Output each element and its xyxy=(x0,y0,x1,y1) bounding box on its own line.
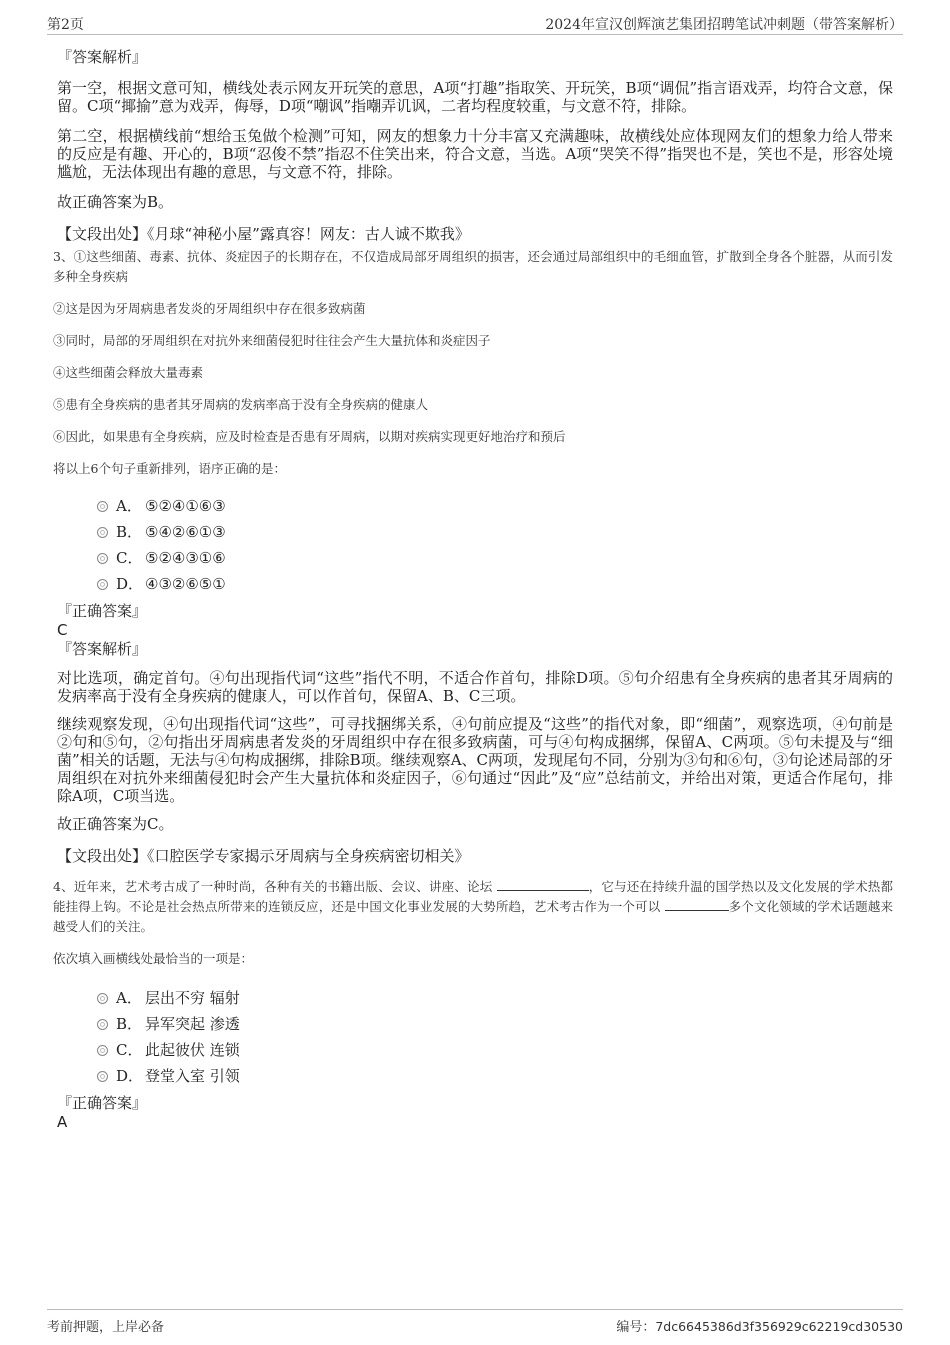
option-b[interactable]: B． ⑤④②⑥①③ xyxy=(57,519,893,545)
conclusion: 故正确答案为C。 xyxy=(57,815,174,833)
conclusion: 故正确答案为B。 xyxy=(57,193,174,211)
radio-button[interactable] xyxy=(97,579,108,590)
question-stem: 4、近年来，艺术考古成了一种时尚，各种有关的书籍出版、会议、讲座、论坛 ，它与还在持续升温的国学热以及文化发展的学术热都能挂得上钩。不论是社会热点所带来的连锁反应，还是中国文化事业发展的大势所趋，艺术考古作为一个可以 多个文化领域的学术话题越来越受人们的关注。 xyxy=(53,879,893,934)
correct-answer-label: 『正确答案』 xyxy=(57,602,148,620)
answer-analysis-label: 『答案解析』 xyxy=(57,48,148,66)
analysis-paragraph: 对比选项，确定首句。④句出现指代词“这些”指代不明，不适合作首句，排除D项。⑤句介绍患有全身疾病的患者其牙周病的发病率高于没有全身疾病的健康人，可以作首句，保留A、B、C三项。 xyxy=(57,669,893,705)
option-a[interactable]: A． 层出不穷 辐射 xyxy=(57,985,893,1011)
passage-source: 【文段出处】《月球“神秘小屋”露真容！网友：古人诚不欺我》 xyxy=(57,225,470,243)
question-stem-line: ⑥因此，如果患有全身疾病，应及时检查是否患有牙周病，以期对疾病实现更好地治疗和预后 xyxy=(53,429,566,444)
fill-blank xyxy=(665,898,729,911)
question-stem-line: ⑤患有全身疾病的患者其牙周病的发病率高于没有全身疾病的健康人 xyxy=(53,397,429,412)
document-title: 2024年宣汉创辉演艺集团招聘笔试冲刺题（带答案解析） xyxy=(545,17,903,33)
option-c[interactable]: C． ⑤②④③①⑥ xyxy=(57,545,893,571)
option-d[interactable]: D． ④③②⑥⑤① xyxy=(57,571,893,597)
analysis-paragraph: 第二空，根据横线前“想给玉兔做个检测”可知，网友的想象力十分丰富又充满趣味，故横线处应体现网友们的想象力给人带来的反应是有趣、开心的，B项“忍俊不禁”指忍不住笑出来，符合文意，当选。A项“哭笑不得”指哭也不是，笑也不是，形容处境尴尬，无法体现出有趣的意思，与文意不符，排除。 xyxy=(57,127,893,181)
radio-button[interactable] xyxy=(97,553,108,564)
page-number: 第2页 xyxy=(47,17,84,33)
question-stem-line: ③同时，局部的牙周组织在对抗外来细菌侵犯时往往会产生大量抗体和炎症因子 xyxy=(53,333,491,348)
answer-analysis-label: 『答案解析』 xyxy=(57,640,148,658)
radio-button[interactable] xyxy=(97,1045,108,1056)
question-stem-line: ④这些细菌会释放大量毒素 xyxy=(53,365,204,380)
question-prompt: 将以上6个句子重新排列，语序正确的是： xyxy=(53,461,286,476)
correct-answer: A xyxy=(57,1113,68,1131)
option-a[interactable]: A． ⑤②④①⑥③ xyxy=(57,493,893,519)
radio-button[interactable] xyxy=(97,501,108,512)
radio-button[interactable] xyxy=(97,527,108,538)
radio-button[interactable] xyxy=(97,993,108,1004)
footer-slogan: 考前押题，上岸必备 xyxy=(47,1320,165,1335)
document-code: 编号：7dc6645386d3f356929c62219cd30530 xyxy=(616,1319,903,1335)
correct-answer-label: 『正确答案』 xyxy=(57,1094,148,1112)
option-d[interactable]: D． 登堂入室 引领 xyxy=(57,1063,893,1089)
option-c[interactable]: C． 此起彼伏 连锁 xyxy=(57,1037,893,1063)
correct-answer: C xyxy=(57,621,68,639)
radio-button[interactable] xyxy=(97,1019,108,1030)
question-stem-line: 3、①这些细菌、毒素、抗体、炎症因子的长期存在，不仅造成局部牙周组织的损害，还会通过局部组织中的毛细血管，扩散到全身各个脏器，从而引发多种全身疾病 xyxy=(53,249,893,284)
analysis-paragraph: 继续观察发现，④句出现指代词“这些”，可寻找捆绑关系，④句前应提及“这些”的指代对象，即“细菌”，观察选项，④句前是②句和⑤句，②句指出牙周病患者发炎的牙周组织中存在很多致病菌，可与④句构成捆绑，保留A、C两项。⑤句未提及与“细菌”相关的话题，无法与④句构成捆绑，排除B项。继续观察A、C两项，发现尾句不同，分别为③句和⑥句，③句论述局部的牙周组织在对抗外来细菌侵犯时会产生大量抗体和炎症因子，⑥句通过“因此”及“应”总结前文，并给出对策，更适合作尾句，排除A项，C项当选。 xyxy=(57,715,894,805)
page-footer xyxy=(47,1309,903,1334)
passage-source: 【文段出处】《口腔医学专家揭示牙周病与全身疾病密切相关》 xyxy=(57,847,470,865)
fill-blank xyxy=(497,878,589,891)
question-prompt: 依次填入画横线处最恰当的一项是： xyxy=(53,951,254,966)
page-header xyxy=(47,14,903,35)
question-stem-line: ②这是因为牙周病患者发炎的牙周组织中存在很多致病菌 xyxy=(53,301,366,316)
option-b[interactable]: B． 异军突起 渗透 xyxy=(57,1011,893,1037)
page-content xyxy=(53,47,894,1131)
radio-button[interactable] xyxy=(97,1071,108,1082)
analysis-paragraph: 第一空，根据文意可知，横线处表示网友开玩笑的意思，A项“打趣”指取笑、开玩笑，B项“调侃”指言语戏弄，均符合文意，保留。C项“揶揄”意为戏弄，侮辱，D项“嘲讽”指嘲弄讥讽，二者均程度较重，与文意不符，排除。 xyxy=(57,79,893,115)
